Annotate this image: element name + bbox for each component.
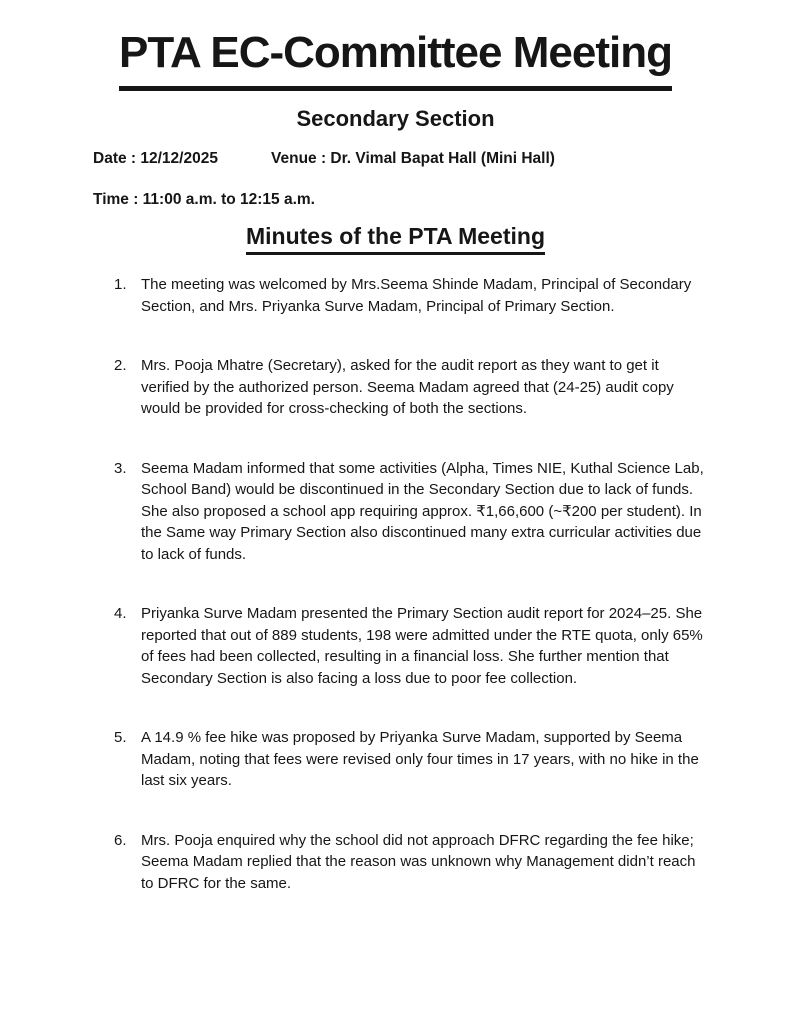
minute-text: Mrs. Pooja enquired why the school did not approach DFRC regarding the fee hike; Seema Madam replied that the reason was unknown why Management didn’t reach to DFRC for the same. bbox=[141, 831, 696, 892]
minute-text: Seema Madam informed that some activities (Alpha, Times NIE, Kuthal Science Lab, School Band) would be discontinued in the Secondary Section due to lack of funds. She also proposed a school app requiring approx. ₹1,66,600 (~₹200 per student). In the Same way Primary Section also discontinued many extra curricular activities due to lack of funds. bbox=[141, 459, 704, 563]
minute-item-1 bbox=[114, 274, 704, 317]
document-subtitle: Secondary Section bbox=[296, 105, 495, 131]
minute-number: 2. bbox=[114, 357, 127, 375]
minutes-list bbox=[114, 274, 704, 894]
date-venue-row bbox=[93, 149, 791, 168]
time-label: Time : 11:00 a.m. to 12:15 a.m. bbox=[93, 191, 315, 209]
minute-text: Priyanka Surve Madam presented the Primary Section audit report for 2024–25. She reported that out of 889 students, 198 were admitted under the RTE quota, only 65% of fees had been collected, resulting in a financial loss. She further mention that Secondary Section is also facing a loss due to poor fee collection. bbox=[141, 605, 703, 687]
minute-item-5 bbox=[114, 727, 704, 792]
minutes-heading bbox=[0, 223, 791, 256]
minute-number: 3. bbox=[114, 459, 127, 477]
date-label: Date : 12/12/2025 bbox=[93, 149, 218, 167]
minute-number: 5. bbox=[114, 729, 127, 747]
minute-text: Mrs. Pooja Mhatre (Secretary), asked for the audit report as they want to get it verified by the authorized person. Seema Madam agreed that (24-25) audit copy would be provided for cross-checking of both the sections. bbox=[141, 357, 674, 418]
minute-item-4 bbox=[114, 603, 704, 689]
minute-number: 6. bbox=[114, 831, 127, 849]
time-row bbox=[93, 190, 791, 209]
minutes-heading-text: Minutes of the PTA Meeting bbox=[246, 223, 545, 256]
minute-number: 4. bbox=[114, 605, 127, 623]
document-title bbox=[0, 28, 791, 91]
minute-item-3 bbox=[114, 458, 704, 566]
document-title-text: PTA EC-Committee Meeting bbox=[119, 28, 672, 91]
minute-item-2 bbox=[114, 355, 704, 420]
minute-number: 1. bbox=[114, 276, 127, 294]
minute-text: A 14.9 % fee hike was proposed by Priyanka Surve Madam, supported by Seema Madam, noting that fees were revised only four times in 17 years, with no hike in the last six years. bbox=[141, 729, 699, 790]
venue-label: Venue : Dr. Vimal Bapat Hall (Mini Hall) bbox=[271, 149, 555, 167]
minute-item-6 bbox=[114, 830, 704, 895]
minute-text: The meeting was welcomed by Mrs.Seema Shinde Madam, Principal of Secondary Section, and Mrs. Priyanka Surve Madam, Principal of Primary Section. bbox=[141, 276, 692, 315]
